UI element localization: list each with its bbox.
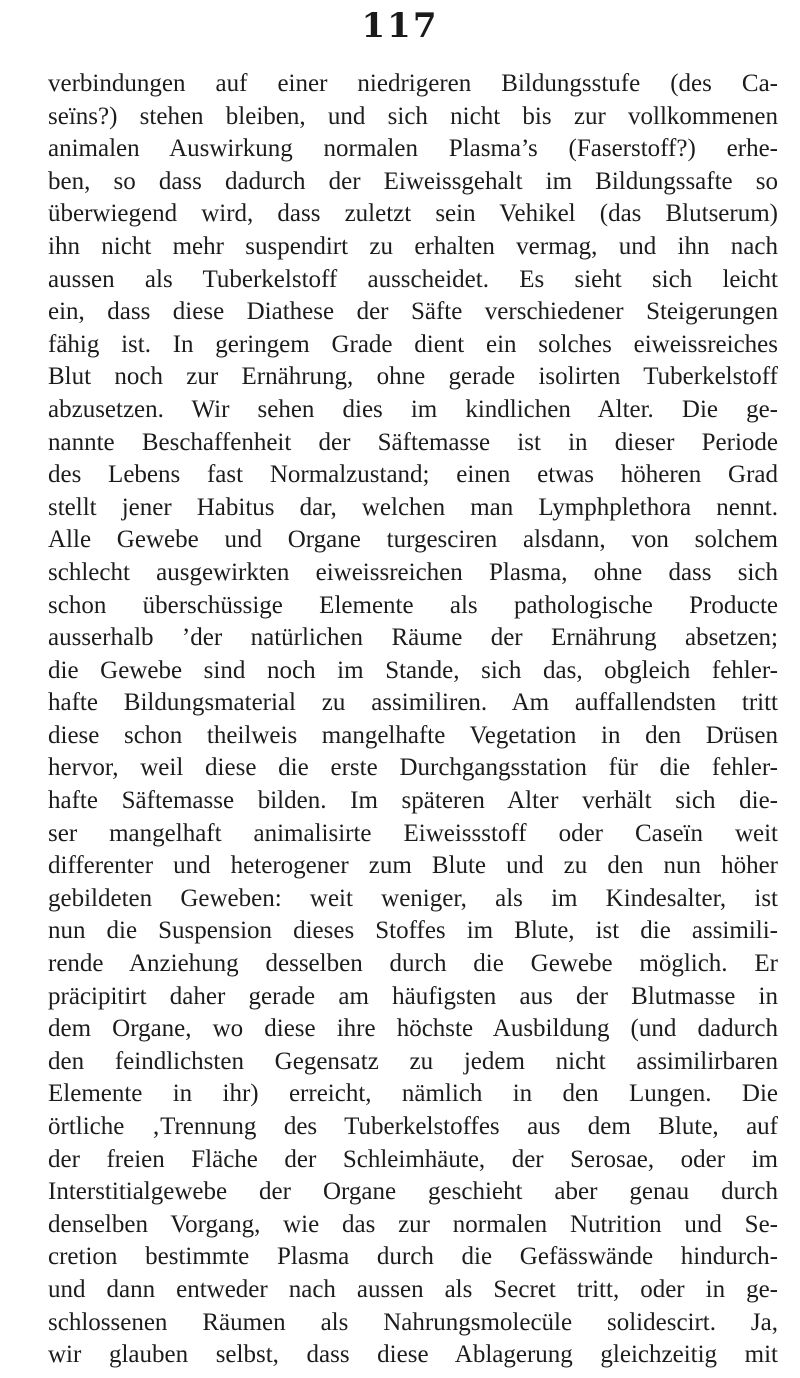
text-line: präcipitirt daher gerade am häufigsten aus der Blutmasse in — [48, 982, 778, 1010]
text-line: seïns?) stehen bleiben, und sich nicht bis zur vollkommenen — [48, 102, 778, 130]
text-line: schlossenen Räumen als Nahrungsmolecüle solidescirt. Ja, — [48, 1308, 778, 1336]
text-line: Interstitialgewebe der Organe geschieht aber genau durch — [48, 1178, 778, 1206]
text-line: nun die Suspension dieses Stoffes im Blute, ist die assimili- — [48, 917, 778, 945]
text-line: stellt jener Habitus dar, welchen man Lymphplethora nennt. — [48, 493, 778, 521]
text-line: differenter und heterogener zum Blute und zu den nun höher — [48, 852, 778, 880]
text-line: abzusetzen. Wir sehen dies im kindlichen Alter. Die ge- — [48, 395, 778, 423]
text-line: ein, dass diese Diathese der Säfte verschiedener Steigerungen — [48, 298, 778, 326]
text-line: hafte Bildungsmaterial zu assimiliren. Am auffallendsten tritt — [48, 689, 778, 717]
text-line: wir glauben selbst, dass diese Ablagerung gleichzeitig mit — [48, 1341, 778, 1369]
text-line: nannte Beschaffenheit der Säftemasse ist in dieser Periode — [48, 428, 778, 456]
text-line: dem Organe, wo diese ihre höchste Ausbildung (und dadurch — [48, 1015, 778, 1043]
body-text — [48, 68, 778, 1372]
text-line: Blut noch zur Ernährung, ohne gerade isolirten Tuberkelstoff — [48, 363, 778, 391]
text-line: der freien Fläche der Schleimhäute, der Serosae, oder im — [48, 1145, 778, 1173]
text-line: schlecht ausgewirkten eiweissreichen Plasma, ohne dass sich — [48, 558, 778, 586]
text-line: ser mangelhaft animalisirte Eiweissstoff oder Caseïn weit — [48, 819, 778, 847]
text-line: örtliche ‚Trennung des Tuberkelstoffes aus dem Blute, auf — [48, 1113, 778, 1140]
text-line: hervor, weil diese die erste Durchgangsstation für die fehler- — [48, 754, 778, 782]
text-line: denselben Vorgang, wie das zur normalen Nutrition und Se- — [48, 1210, 778, 1238]
text-line: verbindungen auf einer niedrigeren Bildungsstufe (des Ca- — [48, 70, 778, 97]
page-number: 117 — [361, 6, 439, 46]
text-line: fähig ist. In geringem Grade dient ein solches eiweissreiches — [48, 330, 778, 358]
text-line: Alle Gewebe und Organe turgesciren alsdann, von solchem — [48, 526, 778, 554]
text-line: ausserhalb ’der natürlichen Räume der Ernährung absetzen; — [48, 624, 778, 652]
text-line: den feindlichsten Gegensatz zu jedem nicht assimilirbaren — [48, 1047, 778, 1075]
text-line: Elemente in ihr) erreicht, nämlich in den Lungen. Die — [48, 1080, 778, 1108]
text-line: diese schon theilweis mangelhafte Vegetation in den Drüsen — [48, 721, 778, 749]
text-line: schon überschüssige Elemente als pathologische Producte — [48, 591, 778, 619]
text-line: cretion bestimmte Plasma durch die Gefässwände hindurch- — [48, 1243, 778, 1271]
text-line: die Gewebe sind noch im Stande, sich das, obgleich fehler- — [48, 656, 778, 684]
text-line: gebildeten Geweben: weit weniger, als im Kindesalter, ist — [48, 884, 778, 912]
text-line: überwiegend wird, dass zuletzt sein Vehikel (das Blutserum) — [48, 200, 778, 228]
text-line: aussen als Tuberkelstoff ausscheidet. Es sieht sich leicht — [48, 265, 778, 293]
text-line: und dann entweder nach aussen als Secret tritt, oder in ge- — [48, 1275, 778, 1303]
text-line: rende Anziehung desselben durch die Gewebe möglich. Er — [48, 950, 778, 978]
text-line: hafte Säftemasse bilden. Im späteren Alter verhält sich die- — [48, 787, 778, 815]
text-line: animalen Auswirkung normalen Plasma’s (Faserstoff?) erhe- — [48, 135, 778, 163]
text-line: ihn nicht mehr suspendirt zu erhalten vermag, und ihn nach — [48, 232, 778, 260]
text-line: ben, so dass dadurch der Eiweissgehalt im Bildungssafte so — [48, 167, 778, 195]
text-line: des Lebens fast Normalzustand; einen etwas höheren Grad — [48, 461, 778, 489]
